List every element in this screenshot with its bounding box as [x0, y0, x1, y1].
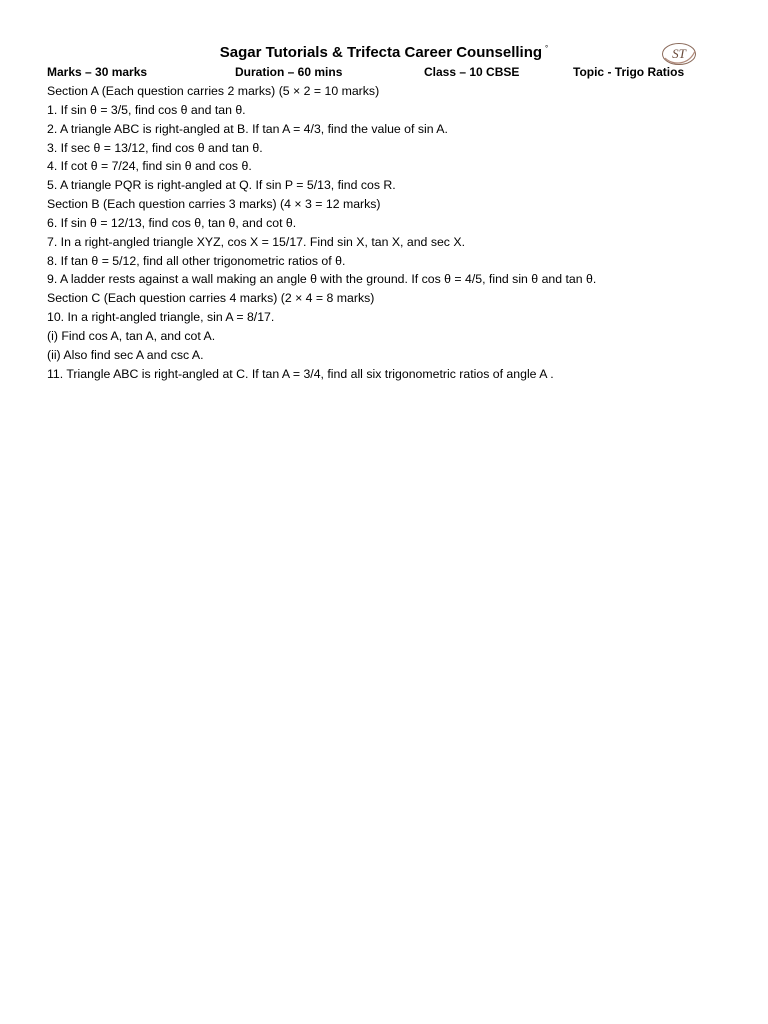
question-5: 5. A triangle PQR is right-angled at Q. If sin P = 5/13, find cos R.: [47, 178, 396, 193]
question-8: 8. If tan θ = 5/12, find all other trigonometric ratios of θ.: [47, 253, 346, 268]
duration-label: Duration – 60 mins: [235, 65, 343, 79]
question-2: 2. A triangle ABC is right-angled at B. If tan A = 4/3, find the value of sin A.: [47, 121, 448, 136]
title-mark: °: [545, 44, 549, 53]
question-10-part-ii: (ii) Also find sec A and csc A.: [47, 347, 204, 362]
question-7: 7. In a right-angled triangle XYZ, cos X = 15/17. Find sin X, tan X, and sec X.: [47, 234, 465, 249]
title-text: Sagar Tutorials & Trifecta Career Counselling: [219, 44, 543, 61]
class-label: Class – 10 CBSE: [424, 65, 520, 79]
question-9: 9. A ladder rests against a wall making an angle θ with the ground. If cos θ = 4/5, find sin θ and tan θ.: [47, 272, 597, 287]
section-a-heading: Section A (Each question carries 2 marks) (5 × 2 = 10 marks): [47, 84, 380, 98]
question-6: 6. If sin θ = 12/13, find cos θ, tan θ, and cot θ.: [47, 215, 297, 230]
question-10-part-i: (i) Find cos A, tan A, and cot A.: [47, 328, 216, 343]
meta-row: [0, 65, 768, 81]
logo-text: ST: [672, 46, 686, 61]
question-1: 1. If sin θ = 3/5, find cos θ and tan θ.: [47, 102, 246, 117]
question-3: 3. If sec θ = 13/12, find cos θ and tan θ.: [47, 140, 263, 155]
question-11: 11. Triangle ABC is right-angled at C. If tan A = 3/4, find all six trigonometric ratios of angle A .: [47, 366, 554, 381]
page-title: [0, 44, 768, 61]
questions-list: [47, 82, 747, 384]
section-c-heading: Section C (Each question carries 4 marks) (2 × 4 = 8 marks): [47, 291, 375, 306]
topic-label: Topic - Trigo Ratios: [573, 65, 685, 79]
logo-icon: [661, 41, 697, 67]
marks-label: Marks – 30 marks: [47, 65, 148, 79]
question-4: 4. If cot θ = 7/24, find sin θ and cos θ.: [47, 159, 252, 174]
question-10: 10. In a right-angled triangle, sin A = 8/17.: [47, 310, 275, 325]
section-b-heading: Section B (Each question carries 3 marks) (4 × 3 = 12 marks): [47, 197, 381, 212]
